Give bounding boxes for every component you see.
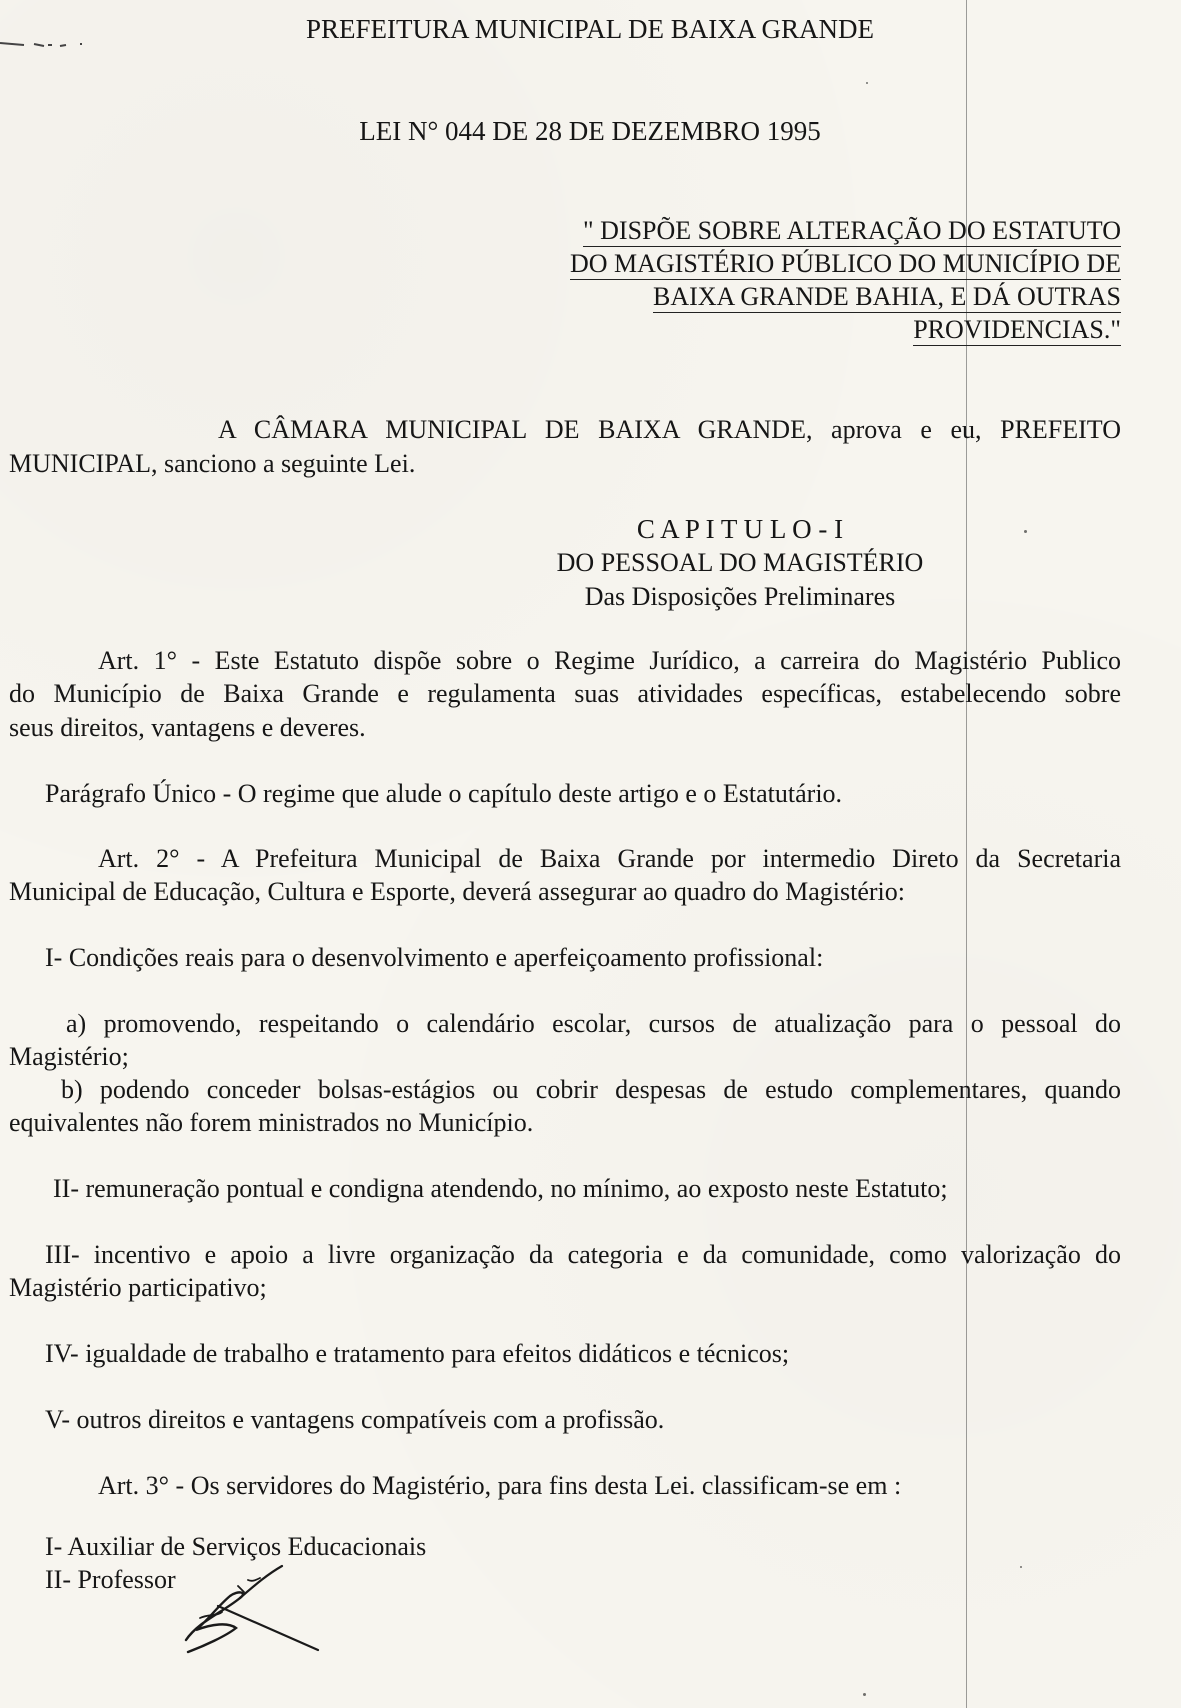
item-a-line-2: Magistério; — [9, 1042, 129, 1071]
item-i: I- Condições reais para o desenvolvimento e aperfeiçoamento profissional: — [45, 943, 824, 972]
item-ii: II- remuneração pontual e condigna atendendo, no mínimo, ao exposto neste Estatuto; — [53, 1174, 948, 1203]
intro-line-2: MUNICIPAL, sanciono a seguinte Lei. — [9, 449, 416, 478]
ementa-text-3: BAIXA GRANDE BAHIA, E DÁ OUTRAS — [653, 282, 1121, 311]
art2-line-2: Municipal de Educação, Cultura e Esporte, deverá assegurar ao quadro do Magistério: — [9, 877, 905, 906]
class-ii: II- Professor — [45, 1565, 176, 1594]
ementa-line-1 — [400, 214, 1121, 248]
handwritten-signature-icon — [178, 1562, 328, 1657]
chapter-section: Das Disposições Preliminares — [584, 582, 896, 611]
intro-line-1: A CÂMARA MUNICIPAL DE BAIXA GRANDE, aprova e eu, PREFEITO — [218, 415, 1121, 444]
law-number: LEI N° 044 DE 28 DE DEZEMBRO 1995 — [359, 116, 821, 146]
scan-speck — [863, 1693, 866, 1696]
chapter-subtitle: DO PESSOAL DO MAGISTÉRIO — [556, 548, 924, 577]
item-iii-line-2: Magistério participativo; — [9, 1273, 267, 1302]
ementa-text-4: PROVIDENCIAS." — [913, 315, 1121, 344]
paragrafo-unico: Parágrafo Único - O regime que alude o capítulo deste artigo e o Estatutário. — [45, 779, 843, 808]
ementa-line-3 — [400, 280, 1121, 314]
chapter-title: C A P I T U L O - I — [636, 514, 844, 544]
art1-line-2: do Município de Baixa Grande e regulamenta suas atividades específicas, estabelecendo sobre — [9, 679, 1121, 708]
header-title: PREFEITURA MUNICIPAL DE BAIXA GRANDE — [305, 14, 875, 44]
class-i: I- Auxiliar de Serviços Educacionais — [45, 1532, 427, 1561]
ementa-text-1: " DISPÕE SOBRE ALTERAÇÃO DO ESTATUTO — [583, 216, 1121, 245]
item-b-line-2: equivalentes não forem ministrados no Município. — [9, 1108, 534, 1137]
art2-line-1: Art. 2° - A Prefeitura Municipal de Baixa Grande por intermedio Direto da Secretaria — [98, 844, 1121, 873]
scan-speck — [1020, 1566, 1022, 1568]
ementa-line-2 — [400, 247, 1121, 281]
item-a-line-1: a) promovendo, respeitando o calendário escolar, cursos de atualização para o pessoal do — [66, 1009, 1121, 1038]
item-v: V- outros direitos e vantagens compatíveis com a profissão. — [45, 1405, 665, 1434]
art1-line-1: Art. 1° - Este Estatuto dispõe sobre o Regime Jurídico, a carreira do Magistério Publico — [98, 646, 1121, 675]
scan-mark-icon — [0, 40, 88, 50]
item-b-line-1: b) podendo conceder bolsas-estágios ou cobrir despesas de estudo complementares, quando — [61, 1075, 1121, 1104]
item-iii-line-1: III- incentivo e apoio a livre organização da categoria e da comunidade, como valorização do — [45, 1240, 1121, 1269]
ementa-text-2: DO MAGISTÉRIO PÚBLICO DO MUNICÍPIO DE — [569, 249, 1121, 278]
art1-line-3: seus direitos, vantagens e deveres. — [9, 713, 366, 742]
art3: Art. 3° - Os servidores do Magistério, para fins desta Lei. classificam-se em : — [98, 1471, 902, 1500]
scan-speck — [866, 82, 868, 84]
ementa-line-4 — [400, 313, 1121, 347]
scan-speck — [1024, 530, 1027, 533]
item-iv: IV- igualdade de trabalho e tratamento para efeitos didáticos e técnicos; — [45, 1339, 790, 1368]
